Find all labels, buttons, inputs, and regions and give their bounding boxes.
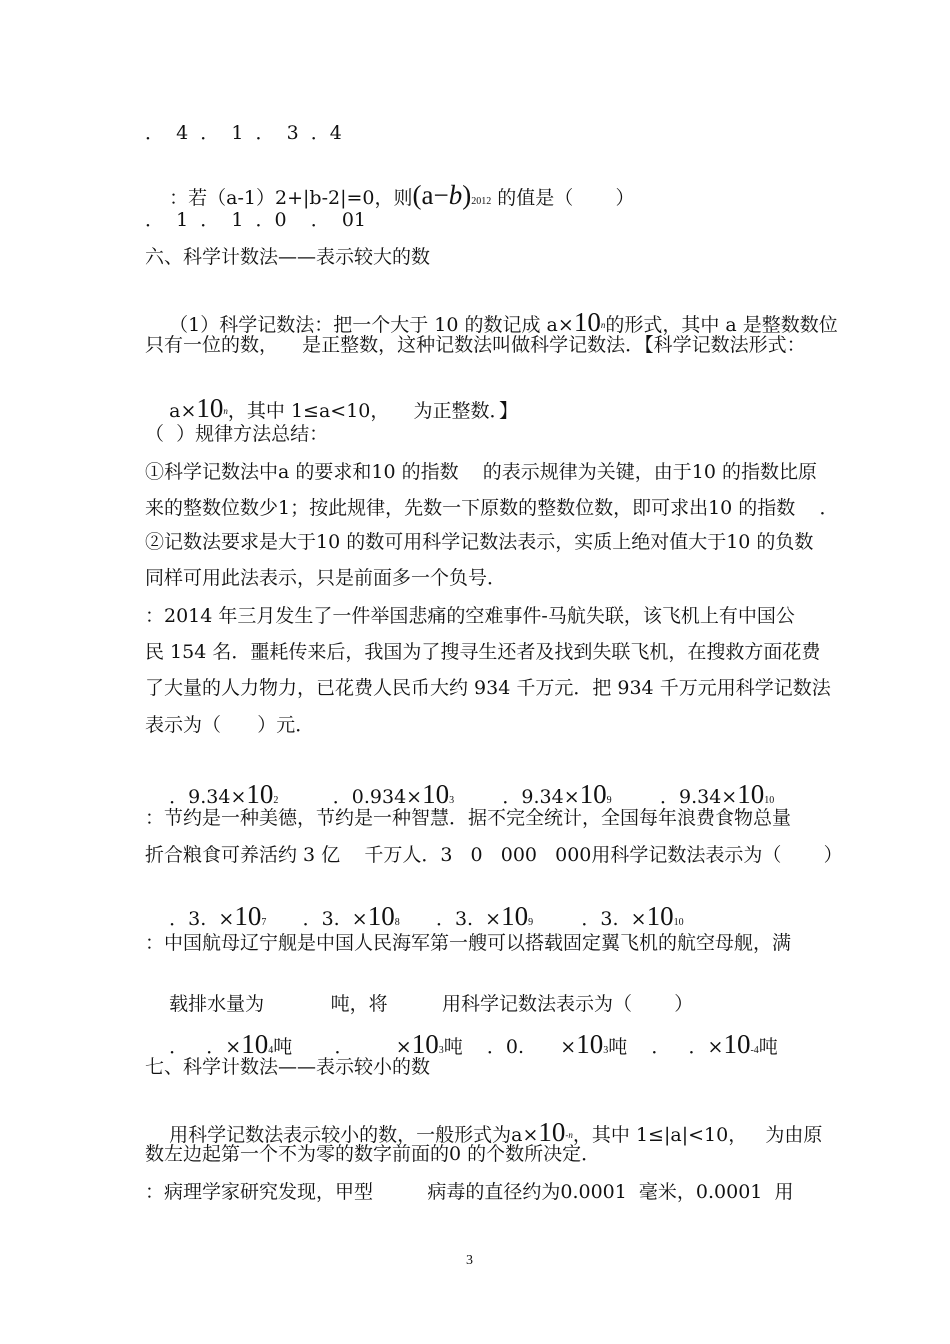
text: ：2014 年三月发生了一件举国悲痛的空难事件-马航失联，该飞机上有中国公 xyxy=(145,605,795,627)
text: 的形式，其中 a 是整数数位 xyxy=(605,314,838,336)
text: 载排水量为 xyxy=(169,993,265,1015)
ten: 10 xyxy=(646,901,674,931)
section-heading xyxy=(145,245,430,269)
option-a: ． ．× xyxy=(169,1036,242,1058)
text: 0 xyxy=(449,1143,462,1165)
question-line xyxy=(145,843,843,867)
ten: 10 xyxy=(573,307,601,337)
ten: 10 xyxy=(538,1117,566,1147)
ten: 10 xyxy=(367,901,395,931)
text: 用科学记数法表示为（ ） xyxy=(442,993,694,1015)
ten: 10 xyxy=(196,393,224,423)
question-text: ：若（a-1）2+|b-2|=0，则 xyxy=(169,187,413,209)
ten: 10 xyxy=(422,779,450,809)
exponent-n: n xyxy=(600,320,606,330)
paragraph-line xyxy=(145,566,506,590)
ten: 10 xyxy=(246,779,274,809)
exponent: 7 xyxy=(261,917,267,928)
option-d: ．9.34× xyxy=(659,786,738,808)
text: a× xyxy=(169,400,197,422)
exponent-n: n xyxy=(223,406,228,416)
text: 的个数所决定． xyxy=(461,1143,601,1165)
expression: (a−b) xyxy=(412,180,472,210)
section-heading xyxy=(145,1055,430,1079)
ten: 10 xyxy=(241,1029,269,1059)
ten: 10 xyxy=(411,1029,439,1059)
option-b: ．0.934× xyxy=(332,786,423,808)
text: 同样可用此法表示，只是前面多一个负号． xyxy=(145,567,507,589)
text: ①科学记数法中a 的要求和10 的指数 的表示规律为关键，由于10 的指数比原 xyxy=(145,461,817,483)
paragraph-line xyxy=(145,422,328,446)
unit: 吨 xyxy=(443,1036,463,1058)
option-b: ．3. × xyxy=(302,908,368,930)
question-line xyxy=(145,931,791,955)
text: 吨，将 xyxy=(330,993,388,1015)
text: ，其中 1≤|a|<10， 为由原 xyxy=(572,1124,823,1146)
exponent: 10 xyxy=(673,917,684,928)
option-d: ． ．× xyxy=(651,1036,724,1058)
unit: 吨 xyxy=(608,1036,628,1058)
ten: 10 xyxy=(234,901,262,931)
page-number: 3 xyxy=(466,1253,473,1268)
question-line xyxy=(145,1180,793,1204)
unit: 吨 xyxy=(758,1036,778,1058)
exponent: 3 xyxy=(438,1045,444,1056)
text: 来的整数位数少1；按此规律，先数一下原数的整数位数，即可求出10 的指数 ． xyxy=(145,497,839,519)
ten: 10 xyxy=(737,779,765,809)
exponent: 3 xyxy=(603,1045,609,1056)
text: 用科学记数法表示为（ ） xyxy=(591,844,843,866)
option-b: ． × xyxy=(334,1036,412,1058)
exponent: 2012 xyxy=(471,196,492,207)
var-a: a xyxy=(421,180,434,210)
exponent: 9 xyxy=(606,795,612,806)
option-a: ．9.34× xyxy=(169,786,247,808)
exponent: -4 xyxy=(750,1045,759,1056)
text: （1）科学记数法：把一个大于 10 的数记成 a× xyxy=(169,314,574,336)
exponent: 2 xyxy=(273,795,279,806)
text: 只有一位的数， 是正整数，这种记数法叫做科学记数法．【科学记数法形式： xyxy=(145,334,806,356)
exponent: 8 xyxy=(394,917,400,928)
ten: 10 xyxy=(723,1029,751,1059)
option-c: ．9.34× xyxy=(502,786,580,808)
ten: 10 xyxy=(579,779,607,809)
question-line xyxy=(145,713,314,737)
text: ②记数法要求是大于10 的数可用科学记数法表示，实质上绝对值大于10 的负数 xyxy=(145,531,814,553)
text: 用科学记数法表示较小的数，一般形式为a× xyxy=(169,1124,539,1146)
exponent: 9 xyxy=(528,917,534,928)
exponent: 3 xyxy=(449,795,455,806)
options-text: ． 1 ． 1 ．0 ． 01 xyxy=(145,209,366,231)
options-line xyxy=(145,208,366,232)
var-b: b xyxy=(448,180,463,210)
question-line xyxy=(145,676,831,700)
ten: 10 xyxy=(501,901,529,931)
text: 了大量的人力物力，已花费人民币大约 934 千万元．把 934 千万元用科学记数法 xyxy=(145,677,831,699)
exponent: 10 xyxy=(764,795,775,806)
option-c: ．0. × xyxy=(486,1036,577,1058)
question-line xyxy=(145,640,820,664)
text: 表示为（ ）元． xyxy=(145,714,315,736)
heading-text: 六、科学计数法——表示较大的数 xyxy=(145,246,431,268)
minus-sign: − xyxy=(433,180,449,210)
text: ：节约是一种美德，节约是一种智慧．据不完全统计，全国每年浪费食物总量 xyxy=(145,807,792,829)
paragraph-line xyxy=(145,333,806,357)
options-line xyxy=(145,121,342,145)
text: 民 154 名．噩耗传来后，我国为了搜寻生还者及找到失联飞机，在搜救方面花费 xyxy=(145,641,821,663)
option-c: ．3. × xyxy=(435,908,502,930)
paragraph-line xyxy=(145,1142,600,1166)
heading-text: 七、科学计数法——表示较小的数 xyxy=(145,1056,431,1078)
paragraph-line xyxy=(145,530,813,554)
text: （ ）规律方法总结： xyxy=(145,423,329,445)
paragraph-line xyxy=(145,496,838,520)
unit: 吨 xyxy=(273,1036,293,1058)
text: ，其中 1≤a<10， 为正整数．】 xyxy=(227,400,519,422)
question-line xyxy=(145,604,795,628)
text: ：中国航母辽宁舰是中国人民海军第一艘可以搭载固定翼飞机的航空母舰，满 xyxy=(145,932,792,954)
question-tail: 的值是（ ） xyxy=(497,187,635,209)
options-text: ． 4 ． 1 ． 3 ．4 xyxy=(145,122,342,144)
option-d: ．3. × xyxy=(581,908,647,930)
question-line xyxy=(145,806,791,830)
exponent: 4 xyxy=(268,1045,274,1056)
text: 数左边起第一个不为零的数字前面的 xyxy=(145,1143,450,1165)
option-a: ．3. × xyxy=(169,908,235,930)
ten: 10 xyxy=(576,1029,604,1059)
paragraph-line xyxy=(145,460,817,484)
text: 折合粮食可养活约 3 亿 千万人．3 0 000 000 xyxy=(145,844,592,866)
exponent: -n xyxy=(565,1130,573,1140)
text: ：病理学家研究发现，甲型 病毒的直径约为0.0001 毫米，0.0001 用 xyxy=(145,1181,794,1203)
